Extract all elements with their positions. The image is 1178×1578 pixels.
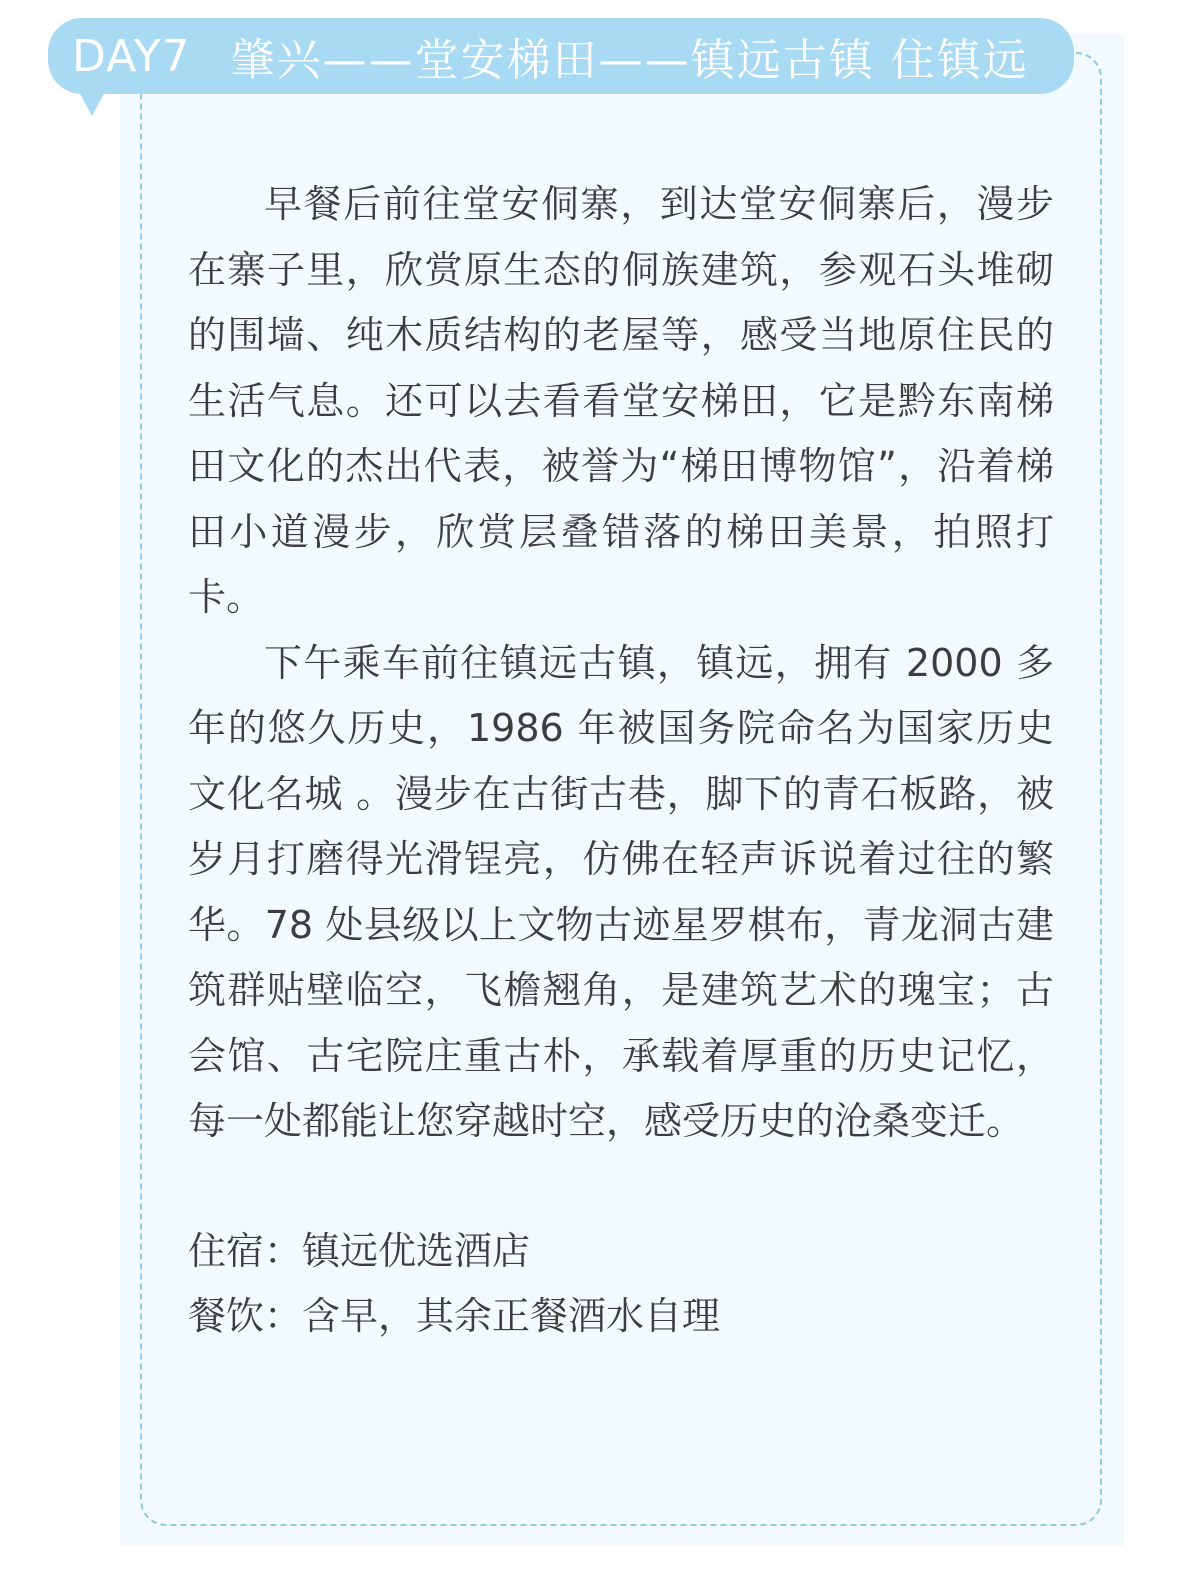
day-header-banner (48, 18, 1074, 94)
lodging-info: 住宿：镇远优选酒店 (188, 1228, 531, 1273)
afternoon-paragraph: 下午乘车前往镇远古镇，镇远，拥有 2000 多年的悠久历史，1986 年被国务院命名为国家历史文化名城 。漫步在古街古巷，脚下的青石板路，被岁月打磨得光滑锃亮，仿佛在轻声诉说着过往的繁华。78 处县级以上文物古迹星罗棋布，青龙洞古建筑群贴壁临空，飞檐翘角，是建筑艺术的瑰宝；古会馆、古宅院庄重古朴，承载着厚重的历史记忆，每一处都能让您穿越时空，感受历史的沧桑变迁。 (188, 640, 1054, 1143)
speech-bubble-tail (78, 90, 106, 116)
day-label: DAY7 (72, 30, 191, 82)
day-route-title: 肇兴——堂安梯田——镇远古镇 住镇远 (230, 35, 1029, 86)
info-block (188, 1219, 1054, 1350)
meals-info: 餐饮：含早，其余正餐酒水自理 (188, 1294, 721, 1338)
morning-paragraph: 早餐后前往堂安侗寨，到达堂安侗寨后，漫步在寨子里，欣赏原生态的侗族建筑，参观石头堆砌的围墙、纯木质结构的老屋等，感受当地原住民的生活气息。还可以去看看堂安梯田，它是黔东南梯田文化的杰出代表，被誉为“梯田博物馆”，沿着梯田小道漫步，欣赏层叠错落的梯田美景，拍照打卡。 (188, 182, 1054, 619)
itinerary-content (188, 172, 1054, 1350)
